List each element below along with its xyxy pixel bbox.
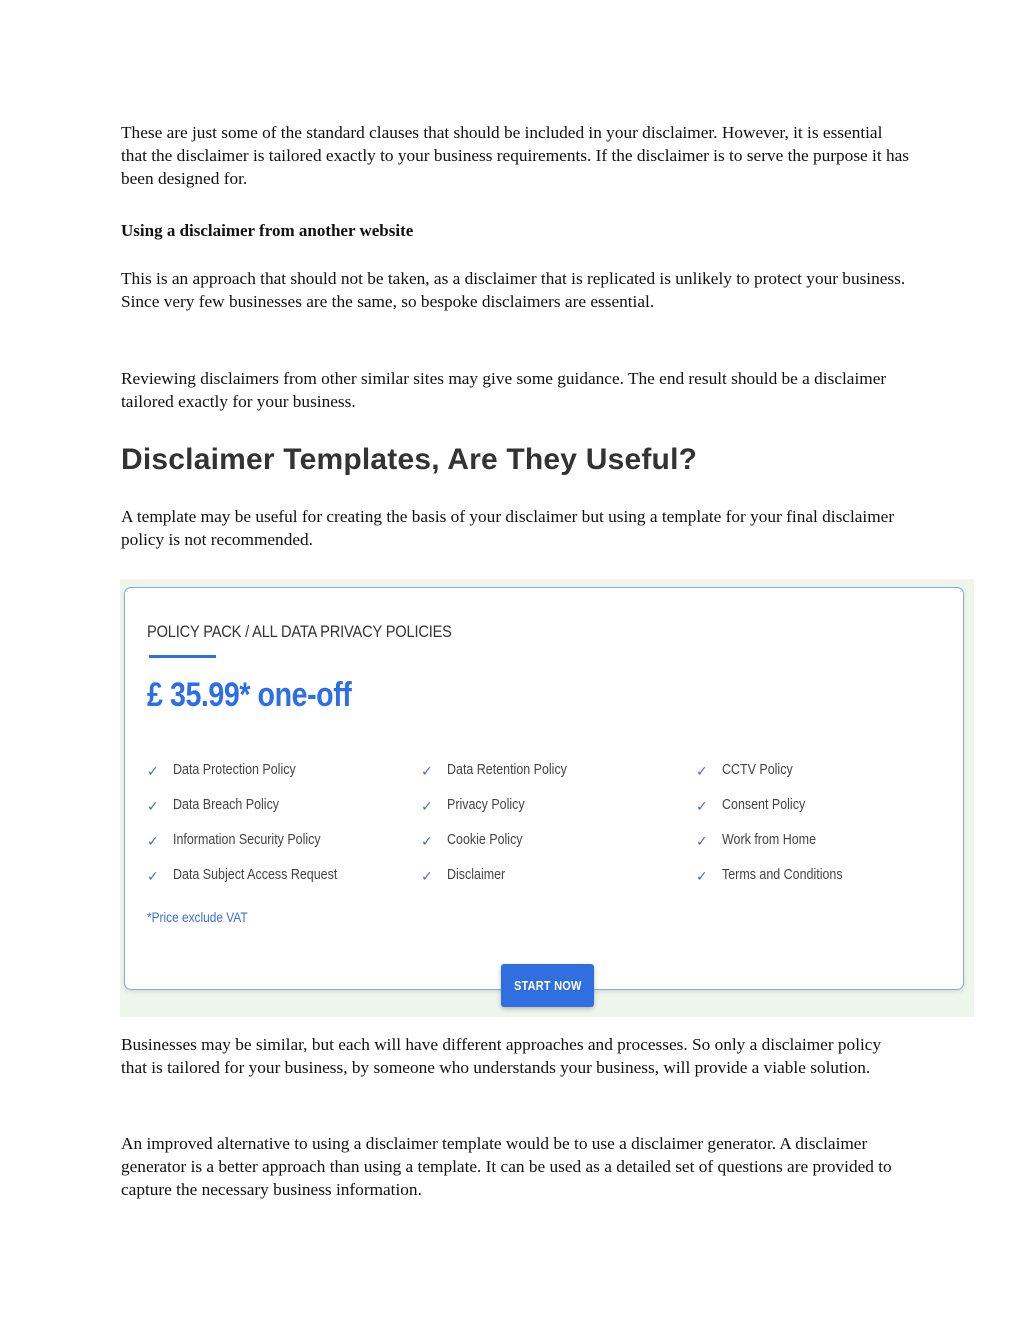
feature-item: ✓ Information Security Policy <box>147 832 321 849</box>
feature-item: ✓ Data Retention Policy <box>421 762 567 779</box>
feature-column-2 <box>421 760 691 900</box>
check-icon: ✓ <box>147 763 159 779</box>
feature-list <box>147 760 947 910</box>
vat-note: *Price exclude VAT <box>147 910 248 925</box>
check-icon: ✓ <box>421 833 433 849</box>
paragraph-alternative: An improved alternative to using a disclaimer template would be to use a disclaimer generator. A disclaimer generator is a better approach than using a template. It can be used as a detailed set of questions are provided to capture the necessary business information. <box>121 1134 892 1199</box>
paragraph-template: A template may be useful for creating the basis of your disclaimer but using a template for your final disclaimer policy is not recommended. <box>121 507 895 549</box>
feature-column-1 <box>147 760 417 900</box>
subheading: Using a disclaimer from another website <box>121 221 414 240</box>
check-icon: ✓ <box>147 833 159 849</box>
feature-item: ✓ CCTV Policy <box>696 762 793 779</box>
price: £ 35.99* one-off <box>147 676 352 714</box>
title-underline <box>149 655 216 658</box>
check-icon: ✓ <box>696 798 708 814</box>
paragraph-reviewing: Reviewing disclaimers from other similar sites may give some guidance. The end result should be a disclaimer tailored exactly for your business. <box>121 369 887 411</box>
feature-item: ✓ Consent Policy <box>696 797 806 814</box>
check-icon: ✓ <box>696 763 708 779</box>
feature-item: ✓ Work from Home <box>696 832 817 849</box>
check-icon: ✓ <box>696 868 708 884</box>
feature-item: ✓ Privacy Policy <box>421 797 525 814</box>
feature-column-3 <box>696 760 966 900</box>
paragraph-approach: This is an approach that should not be taken, as a disclaimer that is replicated is unlikely to protect your business. Since very few businesses are the same, so bespoke disclaimers are essential. <box>121 269 906 311</box>
start-now-label: START NOW <box>513 978 582 993</box>
check-icon: ✓ <box>421 798 433 814</box>
check-icon: ✓ <box>147 868 159 884</box>
start-now-button[interactable] <box>501 964 594 1007</box>
check-icon: ✓ <box>421 763 433 779</box>
pricing-card <box>124 587 964 990</box>
feature-item: ✓ Terms and Conditions <box>696 867 843 884</box>
feature-item: ✓ Disclaimer <box>421 867 506 884</box>
feature-item: ✓ Data Protection Policy <box>147 762 296 779</box>
paragraph-businesses: Businesses may be similar, but each will have different approaches and processes. So only a disclaimer policy that is tailored for your business, by someone who understands your business, will provide a viable solution. <box>121 1035 882 1077</box>
feature-item: ✓ Data Subject Access Request <box>147 867 338 884</box>
check-icon: ✓ <box>696 833 708 849</box>
card-title: POLICY PACK / ALL DATA PRIVACY POLICIES <box>147 622 452 641</box>
check-icon: ✓ <box>421 868 433 884</box>
paragraph-intro: These are just some of the standard clauses that should be included in your disclaimer. However, it is essential that the disclaimer is tailored exactly to your business requirements. If the disclaimer is to serve the purpose it has been designed for. <box>121 123 910 188</box>
section-heading: Disclaimer Templates, Are They Useful? <box>121 443 698 476</box>
check-icon: ✓ <box>147 798 159 814</box>
feature-item: ✓ Data Breach Policy <box>147 797 280 814</box>
feature-item: ✓ Cookie Policy <box>421 832 523 849</box>
